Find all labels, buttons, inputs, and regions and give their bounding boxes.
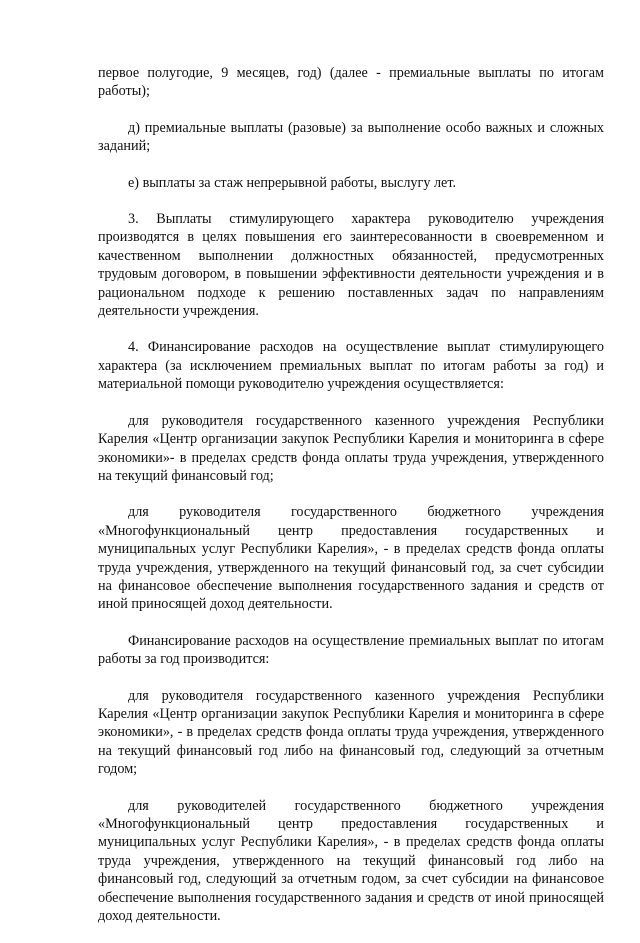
paragraph-byudzhetnoe-uchrezhdenie: для руководителя государственного бюджетного учреждения «Многофункциональный центр предоставления государственных и муниципальных услуг Республики Карелия», - в пределах средств фонда оплаты труда учреждения, утвержденного на текущий финансовый год, за счет субсидии на финансовое обеспечение выполнения государственного задания и средств от иной приносящей доход деятельности.: [98, 504, 604, 613]
paragraph-premialnye-vyplaty: Финансирование расходов на осуществление премиальных выплат по итогам работы за год производится:: [98, 632, 604, 668]
paragraph-item-e: е) выплаты за стаж непрерывной работы, выслугу лет.: [128, 174, 457, 191]
paragraph-kazennoe-uchrezhdenie: для руководителя государственного казенного учреждения Республики Карелия «Центр организации закупок Республики Карелия и мониторинга в сфере экономики»- в пределах средств фонда оплаты труда учреждения, утвержденного на текущий финансовый год;: [98, 412, 604, 484]
document-body: [98, 64, 604, 943]
paragraph-item-d: д) премиальные выплаты (разовые) за выполнение особо важных и сложных заданий;: [98, 119, 604, 155]
paragraph-continuation: первое полугодие, 9 месяцев, год) (далее - премиальные выплаты по итогам работы);: [98, 65, 604, 100]
paragraph-section-3: 3. Выплаты стимулирующего характера руководителю учреждения производятся в целях повышения его заинтересованности в своевременном и качественном выполнении должностных обязанностей, предусмотренных трудовым договором, в повышении эффективности деятельности учреждения и в рациональном подходе к решению поставленных задач по направлениям деятельности учреждения.: [98, 211, 604, 320]
paragraph-section-4: 4. Финансирование расходов на осуществление выплат стимулирующего характера (за исключением премиальных выплат по итогам работы за год) и материальной помощи руководителю учреждения осуществляется:: [98, 339, 604, 393]
paragraph-byudzhetnoe-uchrezhdenie-god: для руководителей государственного бюджетного учреждения «Многофункциональный центр предоставления государственных и муниципальных услуг Республики Карелия», - в пределах средств фонда оплаты труда учреждения, утвержденного на текущий финансовый год либо на финансовый год, следующий за отчетным годом, за счет субсидии на финансовое обеспечение выполнения государственного задания и средств от иной приносящей доход деятельности.: [98, 797, 604, 925]
paragraph-kazennoe-uchrezhdenie-god: для руководителя государственного казенного учреждения Республики Карелия «Центр организации закупок Республики Карелия и мониторинга в сфере экономики», - в пределах средств фонда оплаты труда учреждения, утвержденного на текущий финансовый год либо на финансовый год, следующий за отчетным годом;: [98, 687, 604, 778]
